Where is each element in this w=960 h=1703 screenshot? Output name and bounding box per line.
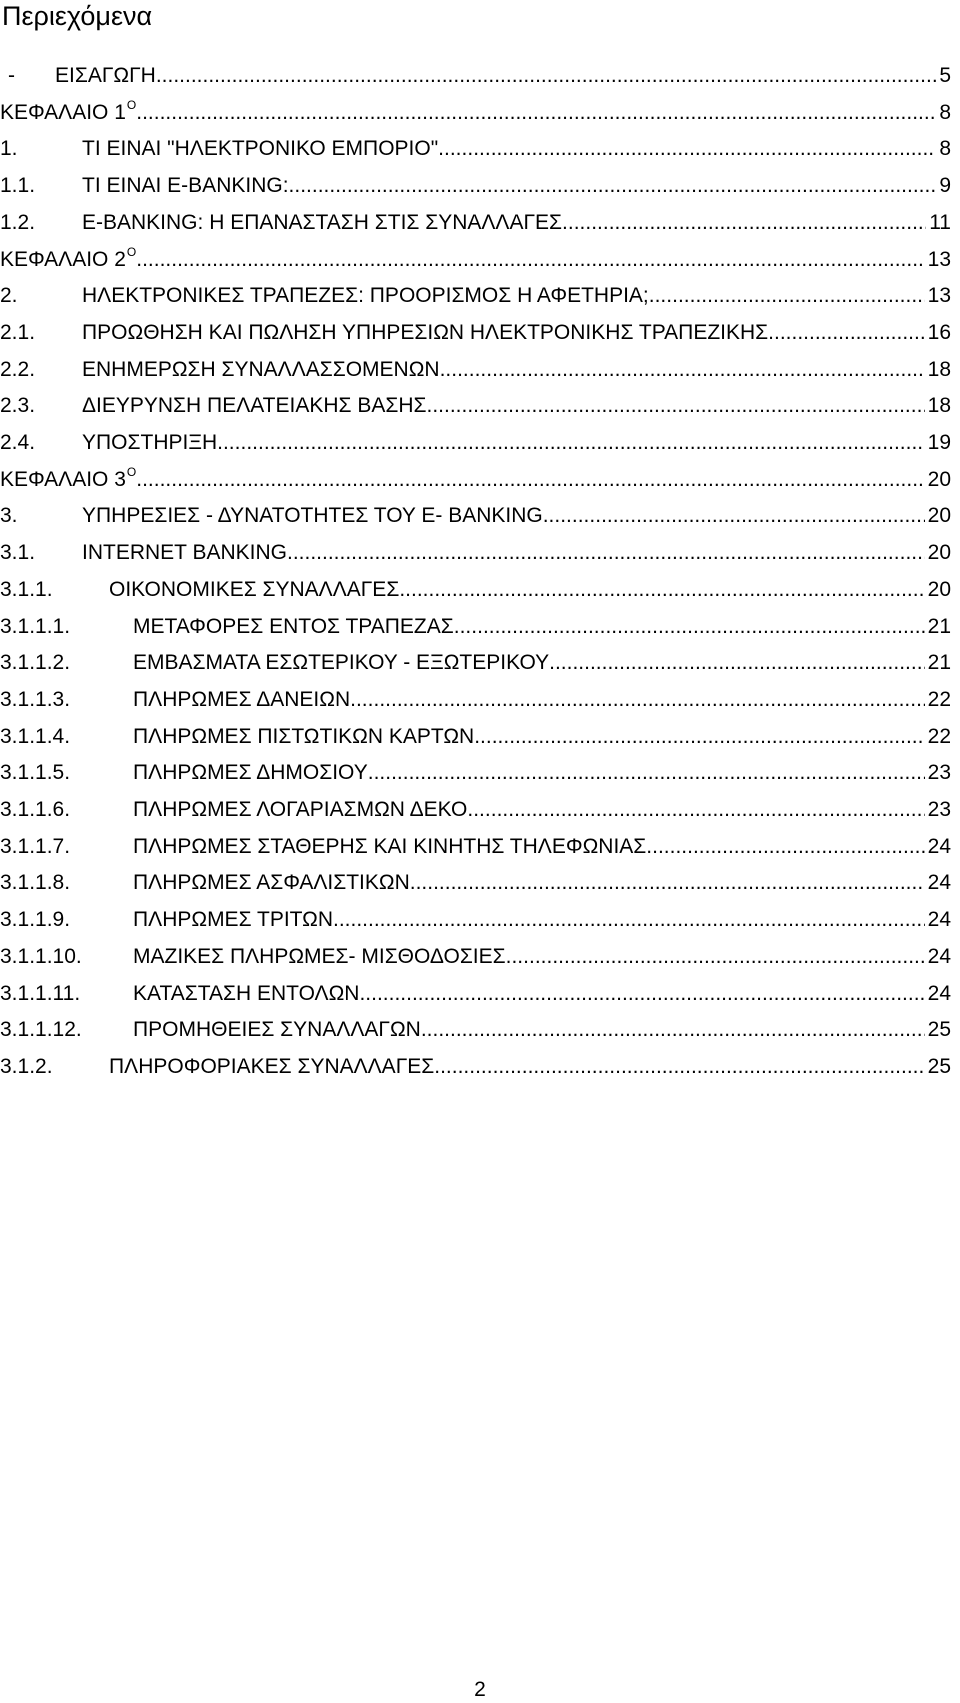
toc-entry[interactable] <box>0 831 960 863</box>
toc-entry-line <box>133 611 951 643</box>
toc-entry-line <box>0 244 951 276</box>
toc-entry-number: 3.1.1.10. <box>0 944 82 968</box>
toc-entry-title <box>109 1051 434 1083</box>
toc-entry-title-text: ΕΜΒΑΣΜΑΤΑ ΕΣΩΤΕΡΙΚΟΥ - ΕΞΩΤΕΡΙΚΟΥ <box>133 651 550 675</box>
toc-entry-number: 3.1.1.6. <box>0 798 71 821</box>
toc-entry-page: 22 <box>927 687 951 711</box>
dot-leader <box>440 354 925 386</box>
toc-entry-line <box>82 500 951 532</box>
toc-entry-page: 13 <box>927 284 951 308</box>
toc-entry-page: 18 <box>927 357 951 381</box>
toc-entry-line <box>133 794 951 826</box>
toc-entry-line <box>0 464 951 496</box>
toc-entry-title <box>82 280 649 312</box>
toc-entry-title <box>133 684 350 716</box>
toc-entry-title-text: ΕΙΣΑΓΩΓΗ <box>55 64 156 87</box>
toc-entry-title-text: ΚΕΦΑΛΑΙΟ 1 <box>0 100 126 124</box>
toc-entry-line <box>133 904 951 936</box>
ordinal-superscript: Ο <box>126 244 137 259</box>
toc-entry-page: 9 <box>939 174 951 198</box>
toc-entry-title <box>82 390 427 422</box>
toc-entry[interactable] <box>0 133 960 165</box>
toc-entry-title <box>133 941 506 973</box>
toc-entry-page: 21 <box>927 651 951 675</box>
toc-entry[interactable] <box>0 721 960 753</box>
toc-entry-line <box>133 978 951 1010</box>
toc-entry-page: 19 <box>927 431 951 454</box>
toc-entry-line <box>82 537 951 569</box>
dot-leader <box>333 904 925 936</box>
toc-entry-line <box>82 354 951 386</box>
dot-leader <box>467 794 924 826</box>
toc-entry-title-text: ΥΠΟΣΤΗΡΙΞΗ <box>82 431 218 454</box>
page-title: Περιεχόμενα <box>2 1 153 31</box>
dot-leader <box>136 97 936 129</box>
toc-entry-number: 1.2. <box>0 210 36 234</box>
toc-entry-title-text: ΠΛΗΡΩΜΕΣ ΠΙΣΤΩΤΙΚΩΝ ΚΑΡΤΩΝ <box>133 724 475 748</box>
toc-entry[interactable] <box>0 170 960 202</box>
toc-entry-line <box>82 170 951 202</box>
toc-entry-number: 3.1.1.11. <box>0 981 81 1005</box>
toc-entry-title-text: ΜΑΖΙΚΕΣ ΠΛΗΡΩΜΕΣ- ΜΙΣΘΟΔΟΣΙΕΣ <box>133 944 506 968</box>
toc-entry[interactable] <box>0 1051 960 1083</box>
toc-entry-number: - <box>8 64 15 87</box>
dot-leader <box>156 60 936 92</box>
toc-entry-title-text: ΠΛΗΡΟΦΟΡΙΑΚΕΣ ΣΥΝΑΛΛΑΓΕΣ <box>109 1054 435 1078</box>
toc-entry-title <box>133 1014 421 1046</box>
toc-entry-title-text: ΠΛΗΡΩΜΕΣ ΤΡΙΤΩΝ <box>133 908 333 932</box>
toc-entry[interactable] <box>0 354 960 386</box>
toc-entry-title-text: E-BANKING: Η ΕΠΑΝΑΣΤΑΣΗ ΣΤΙΣ ΣΥΝΑΛΛΑΓΕΣ. <box>82 210 568 234</box>
toc-entry-title <box>82 500 543 532</box>
dot-leader <box>427 390 925 422</box>
toc-entry[interactable] <box>0 574 960 606</box>
toc-entry-line <box>109 574 951 606</box>
dot-leader <box>410 867 925 899</box>
toc-entry-title-text: ΚΕΦΑΛΑΙΟ 2 <box>0 247 126 271</box>
toc-entry-line <box>133 721 951 753</box>
toc-entry-page: 24 <box>927 871 951 895</box>
dot-leader <box>543 500 925 532</box>
toc-entry-page: 11 <box>929 210 951 234</box>
toc-entry-page: 20 <box>927 504 951 528</box>
toc-entry-number: 3.1. <box>0 541 36 565</box>
toc-entry-line <box>82 280 951 312</box>
toc-entry-page: 23 <box>927 798 951 821</box>
toc-entry[interactable] <box>0 647 960 679</box>
toc-entry-line <box>133 941 951 973</box>
toc-entry-title <box>133 978 359 1010</box>
toc-entry-number: 3.1.1.12. <box>0 1018 82 1042</box>
toc-entry-page: 13 <box>927 247 951 271</box>
dot-leader <box>399 574 924 606</box>
dot-leader <box>136 244 924 276</box>
ordinal-superscript: Ο <box>126 464 137 479</box>
toc-entry-number: 3.1.1.3. <box>0 687 71 711</box>
toc-entry-number: 2. <box>0 284 18 308</box>
toc-entry-line <box>55 60 951 92</box>
toc-entry[interactable] <box>0 280 960 312</box>
toc-entry-number: 3.1.1.7. <box>0 834 71 858</box>
toc-entry[interactable] <box>0 904 960 936</box>
toc-entry-title <box>82 427 217 459</box>
toc-entry-line <box>82 317 951 349</box>
toc-entry-line <box>133 1014 951 1046</box>
toc-entry-title <box>82 207 568 239</box>
toc-entry-title-text: ΠΡΟΩΘΗΣΗ ΚΑΙ ΠΩΛΗΣΗ ΥΠΗΡΕΣΙΩΝ ΗΛΕΚΤΡΟΝΙΚΗΣ ΤΡΑΠΕΖΙΚΗΣ <box>82 320 769 344</box>
toc-entry[interactable] <box>0 611 960 643</box>
toc-entry-page: 21 <box>927 614 951 638</box>
toc-entry-number: 3.1.1.4. <box>0 724 71 748</box>
toc-entry-page: 20 <box>927 467 951 491</box>
toc-entry-page: 24 <box>927 944 951 968</box>
toc-entry-number: 3.1.1.1. <box>0 614 71 638</box>
toc-entry[interactable] <box>0 500 960 532</box>
toc-entry-title <box>133 867 410 899</box>
toc-entry[interactable] <box>0 244 960 276</box>
toc-entry-title <box>82 537 287 569</box>
toc-entry-line <box>82 390 951 422</box>
toc-entry-number: 3.1.1.9. <box>0 908 71 932</box>
toc-entry-title-text: ΚΑΤΑΣΤΑΣΗ ΕΝΤΟΛΩΝ <box>133 981 360 1005</box>
dot-leader <box>136 464 924 496</box>
toc-entry-title-text: ΠΛΗΡΩΜΕΣ ΔΗΜΟΣΙΟΥ <box>133 761 368 785</box>
toc-entry-line <box>133 757 951 789</box>
toc-entry-page: 25 <box>927 1054 951 1078</box>
toc-entry-title-text: ΗΛΕΚΤΡΟΝΙΚΕΣ ΤΡΑΠΕΖΕΣ: ΠΡΟΟΡΙΣΜΟΣ Η ΑΦΕΤΗΡΙΑ; <box>82 284 649 308</box>
toc-entry[interactable] <box>0 207 960 239</box>
toc-entry-page: 5 <box>939 64 951 87</box>
dot-leader <box>368 757 925 789</box>
toc-entry-title-text: ΠΛΗΡΩΜΕΣ ΔΑΝΕΙΩΝ <box>133 687 351 711</box>
dot-leader <box>568 207 926 239</box>
toc-entry[interactable] <box>0 867 960 899</box>
toc-entry-line <box>82 207 951 239</box>
toc-entry[interactable] <box>0 317 960 349</box>
toc-entry[interactable] <box>0 978 960 1010</box>
toc-entry-number: 1.1. <box>0 174 36 198</box>
toc-entry[interactable] <box>0 390 960 422</box>
dot-leader <box>646 831 924 863</box>
toc-entry-page: 8 <box>939 100 951 124</box>
toc-entry-title <box>133 721 474 753</box>
toc-entry-title <box>133 794 467 826</box>
toc-entry[interactable] <box>0 60 960 92</box>
toc-entry-title <box>82 317 768 349</box>
toc-entry-line <box>133 831 951 863</box>
dot-leader <box>421 1014 925 1046</box>
toc-entry[interactable] <box>0 941 960 973</box>
page-number: 2 <box>474 1678 486 1701</box>
toc-entry-page: 23 <box>927 761 951 785</box>
toc-entry[interactable] <box>0 537 960 569</box>
toc-entry-line <box>133 867 951 899</box>
toc-entry-title-text: ΕΝΗΜΕΡΩΣΗ ΣΥΝΑΛΛΑΣΣΟΜΕΝΩΝ <box>82 357 440 381</box>
toc-entry-number: 3.1.1. <box>0 577 53 601</box>
dot-leader <box>359 978 924 1010</box>
toc-entry-title-text: ΠΡΟΜΗΘΕΙΕΣ ΣΥΝΑΛΛΑΓΩΝ <box>133 1018 421 1042</box>
toc-entry-title <box>133 757 368 789</box>
toc-entry-title-text: ΔΙΕΥΡΥΝΣΗ ΠΕΛΑΤΕΙΑΚΗΣ ΒΑΣΗΣ <box>82 394 427 418</box>
toc-entry[interactable] <box>0 757 960 789</box>
toc-entry-title <box>133 611 454 643</box>
toc-entry-title <box>82 170 289 202</box>
toc-entry-number: 3. <box>0 504 18 528</box>
dot-leader <box>454 611 925 643</box>
toc-entry-line <box>82 133 951 165</box>
toc-entry-line <box>82 427 951 459</box>
toc-entry[interactable] <box>0 794 960 826</box>
toc-entry-page: 24 <box>927 908 951 932</box>
toc-entry-page: 8 <box>939 137 951 161</box>
toc-entry-title-text: ΤΙ ΕΙΝΑΙ "ΗΛΕΚΤΡΟΝΙΚΟ ΕΜΠΟΡΙΟ". <box>82 137 445 161</box>
toc-entry[interactable] <box>0 684 960 716</box>
toc-entry-title-text: ΟΙΚΟΝΟΜΙΚΕΣ ΣΥΝΑΛΛΑΓΕΣ <box>109 577 400 601</box>
toc-entry-line <box>0 97 951 129</box>
toc-entry-title <box>133 647 549 679</box>
toc-entry-number: 1. <box>0 137 18 161</box>
toc-entry-page: 22 <box>927 724 951 748</box>
toc-entry[interactable] <box>0 464 960 496</box>
toc-entry-number: 3.1.1.8. <box>0 871 71 895</box>
toc-entry-number: 2.4. <box>0 431 36 454</box>
toc-entry[interactable] <box>0 97 960 129</box>
toc-entry-title <box>133 904 333 936</box>
toc-entry-line <box>133 684 951 716</box>
toc-entry-number: 3.1.1.2. <box>0 651 71 675</box>
toc-entry-title-text: ΥΠΗΡΕΣΙΕΣ - ΔΥΝΑΤΟΤΗΤΕΣ ΤΟΥ E- BANKING <box>82 504 543 528</box>
toc-entry-number: 3.1.1.5. <box>0 761 71 785</box>
toc-entry-title-text: ΚΕΦΑΛΑΙΟ 3 <box>0 467 126 491</box>
toc-entry-number: 2.1. <box>0 320 36 344</box>
dot-leader <box>649 280 925 312</box>
toc-entry-page: 18 <box>927 394 951 418</box>
toc-entry-title <box>82 354 440 386</box>
toc-entry-number: 2.2. <box>0 357 36 381</box>
dot-leader <box>434 1051 924 1083</box>
toc-entry-line <box>109 1051 951 1083</box>
dot-leader <box>549 647 925 679</box>
toc-entry-title <box>133 831 646 863</box>
toc-entry[interactable] <box>0 427 960 459</box>
toc-entry-line <box>133 647 951 679</box>
toc-entry-title <box>82 133 444 165</box>
toc-entry-page: 20 <box>927 577 951 601</box>
toc-entry-title <box>0 244 136 276</box>
toc-entry[interactable] <box>0 1014 960 1046</box>
toc-entry-title-text: ΠΛΗΡΩΜΕΣ ΑΣΦΑΛΙΣΤΙΚΩΝ <box>133 871 410 895</box>
toc-entry-title <box>55 60 156 92</box>
toc-entry-page: 24 <box>927 834 951 858</box>
toc-entry-title <box>109 574 399 606</box>
toc-entry-title-text: ΜΕΤΑΦΟΡΕΣ ΕΝΤΟΣ ΤΡΑΠΕΖΑΣ <box>133 614 454 638</box>
dot-leader <box>217 427 925 459</box>
dot-leader <box>768 317 924 349</box>
toc-entry-title-text: INTERNET BANKING <box>82 541 287 565</box>
toc-entry-page: 16 <box>927 320 951 344</box>
toc-entry-title <box>0 464 136 496</box>
toc-entry-number: 3.1.2. <box>0 1054 53 1078</box>
toc-entry-page: 24 <box>927 981 951 1005</box>
dot-leader <box>506 941 925 973</box>
ordinal-superscript: Ο <box>126 97 137 112</box>
toc-entry-title-text: ΠΛΗΡΩΜΕΣ ΛΟΓΑΡΙΑΣΜΩΝ ΔΕΚΟ <box>133 798 468 821</box>
dot-leader <box>287 537 925 569</box>
toc-entry-title <box>0 97 136 129</box>
dot-leader <box>350 684 925 716</box>
dot-leader <box>289 170 937 202</box>
toc-entry-title-text: ΤΙ ΕΙΝΑΙ E-BANKING: <box>82 174 289 198</box>
dot-leader <box>474 721 924 753</box>
toc-entry-page: 25 <box>927 1018 951 1042</box>
toc-entry-page: 20 <box>927 541 951 565</box>
dot-leader <box>444 133 936 165</box>
toc-entry-title-text: ΠΛΗΡΩΜΕΣ ΣΤΑΘΕΡΗΣ ΚΑΙ ΚΙΝΗΤΗΣ ΤΗΛΕΦΩΝΙΑΣ <box>133 834 647 858</box>
toc-entry-number: 2.3. <box>0 394 36 418</box>
